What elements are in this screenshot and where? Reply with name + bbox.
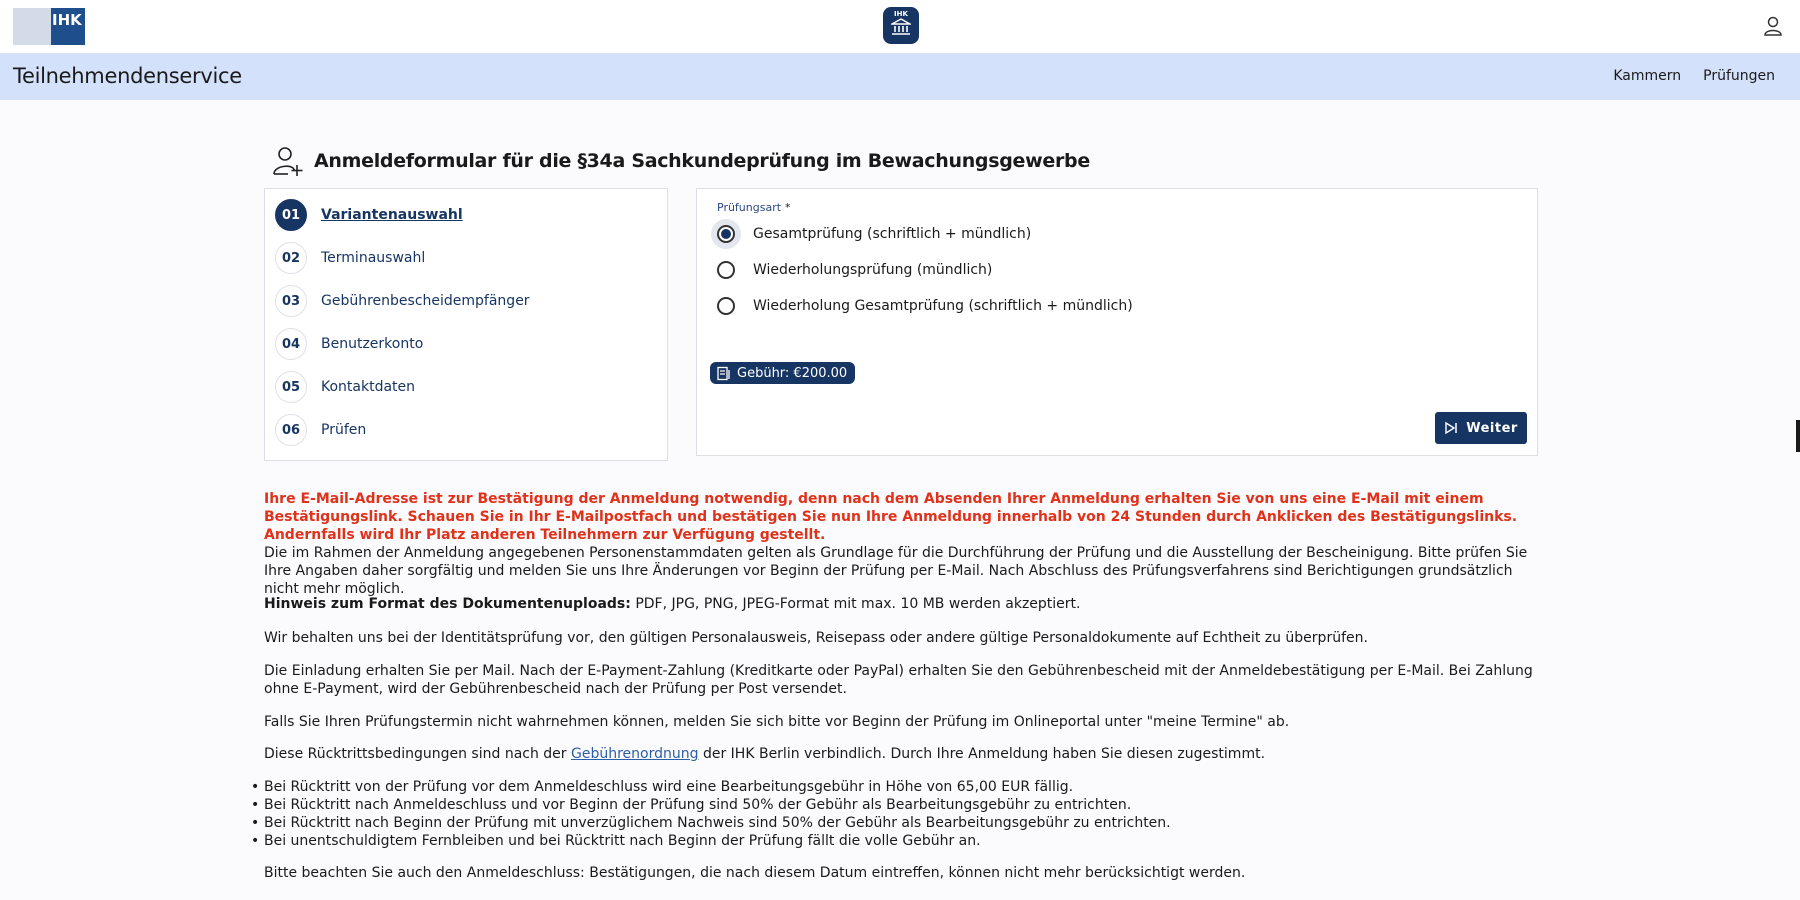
radio-button[interactable] [717,261,735,279]
next-button[interactable] [1435,412,1527,444]
identity-notice: Wir behalten uns bei der Identitätsprüfung vor, den gültigen Personalausweis, Reisepass oder andere gültige Personaldokumente auf Echtheit zu überprüfen. [264,630,1368,646]
upload-hint-label: Hinweis zum Format des Dokumentenuploads: [264,596,631,612]
radio-button-checked[interactable] [717,225,735,243]
steps-panel [264,188,668,461]
list-item: • Bei Rücktritt nach Anmeldeschluss und vor Beginn der Prüfung sind 50% der Gebühr als Bearbeitungsgebühr zu entrichten. [264,796,1546,814]
radio-focus-ring [711,291,741,321]
radio-label: Gesamtprüfung (schriftlich + mündlich) [753,226,1032,242]
step-number: 03 [275,285,307,317]
withdrawal-terms [264,745,1546,763]
radio-label: Wiederholungsprüfung (mündlich) [753,262,993,278]
add-user-icon [272,145,304,177]
deadline-notice: Bitte beachten Sie auch den Anmeldeschluss: Bestätigungen, die nach diesem Datum eintreffen, können nicht mehr berücksichtigt werden. [264,865,1246,881]
nav-links [1613,68,1775,84]
top-bar [0,0,1800,53]
scrollbar-thumb[interactable] [1796,420,1800,452]
step-label: Kontaktdaten [321,379,416,395]
building-icon [891,18,911,36]
email-warning: Ihre E-Mail-Adresse ist zur Bestätigung der Anmeldung notwendig, denn nach dem Absenden Ihrer Anmeldung erhalten Sie von uns eine E-Mail mit einem Bestätigungslink. Schauen Sie in Ihr E-Mailpostfach und bestätigen Sie nun Ihre Anmeldung innerhalb von 24 Stunden durch Anklicken des Bestätigungslinks. Andernfalls wird Ihr Platz anderen Teilnehmern zur Verfügung gestellt. [264,491,1518,543]
step-label: Gebührenbescheidempfänger [321,293,530,309]
step-number: 05 [275,371,307,403]
radio-label: Wiederholung Gesamtprüfung (schriftlich + mündlich) [753,298,1133,314]
step-benutzerkonto[interactable] [275,328,423,360]
fee-badge [710,362,855,384]
step-label: Prüfen [321,422,367,438]
list-item: • Bei unentschuldigtem Fernbleiben und bei Rücktritt nach Beginn der Prüfung fällt die volle Gebühr an. [264,832,1546,850]
step-label: Benutzerkonto [321,336,424,352]
ihk-app-icon[interactable] [883,7,919,44]
cancellation-notice: Falls Sie Ihren Prüfungstermin nicht wahrnehmen können, melden Sie sich bitte vor Beginn der Prüfung im Onlineportal unter "meine Termine" ab. [264,714,1290,730]
radio-dot [721,229,731,239]
receipt-icon [716,366,731,381]
step-terminauswahl[interactable] [275,242,425,274]
skip-forward-icon [1444,421,1458,435]
step-number: 04 [275,328,307,360]
fee-regulation-link[interactable]: Gebührenordnung [571,746,699,762]
withdrawal-text-after: der IHK Berlin verbindlich. Durch Ihre Anmeldung haben Sie diesen zugestimmt. [698,746,1266,762]
withdrawal-text-before: Diese Rücktrittsbedingungen sind nach der [264,746,572,762]
upload-hint [264,595,1546,613]
step-label: Terminauswahl [321,250,426,266]
invitation-notice: Die Einladung erhalten Sie per Mail. Nach der E-Payment-Zahlung (Kreditkarte oder PayPal) erhalten Sie den Gebührenbescheid mit der Anmeldebestätigung per E-Mail. Bei Zahlung ohne E-Payment, wird der Gebührenbescheid nach der Prüfung per Post versendet. [264,663,1533,697]
radio-focus-ring [711,255,741,285]
upload-hint-text: PDF, JPG, PNG, JPEG-Format mit max. 10 MB werden akzeptiert. [630,596,1081,612]
radio-wiederholungspruefung[interactable] [711,255,992,285]
step-number: 01 [275,199,307,231]
step-kontaktdaten[interactable] [275,371,415,403]
ihk-logo[interactable] [13,8,85,45]
nav-link-pruefungen[interactable]: Prüfungen [1703,68,1775,84]
form-heading [272,145,1090,177]
logo-text: IHK [51,8,85,45]
data-notice: Die im Rahmen der Anmeldung angegebenen Personenstammdaten gelten als Grundlage für die Durchführung der Prüfung und die Ausstellung der Bescheinigung. Bitte prüfen Sie Ihre Angaben daher sorgfältig und melden Sie uns Ihre Änderungen vor Beginn der Prüfung per E-Mail. Nach Abschluss des Prüfungsverfahrens sind Berichtigungen grundsätzlich nicht mehr möglich. [264,545,1528,597]
field-label [717,201,791,214]
step-number: 06 [275,414,307,446]
list-item: • Bei Rücktritt nach Beginn der Prüfung mit unverzüglichem Nachweis sind 50% der Gebühr als Bearbeitungsgebühr zu entrichten. [264,814,1546,832]
step-label: Variantenauswahl [321,207,463,223]
badge-text: IHK [894,10,908,18]
radio-wiederholung-gesamtpruefung[interactable] [711,291,1133,321]
field-label-text: Prüfungsart [717,201,782,214]
radio-button[interactable] [717,297,735,315]
user-icon[interactable] [1763,16,1783,36]
nav-link-kammern[interactable]: Kammern [1613,68,1682,84]
step-pruefen[interactable] [275,414,366,446]
list-item: • Bei Rücktritt von der Prüfung vor dem Anmeldeschluss wird eine Bearbeitungsgebühr in Höhe von 65,00 EUR fällig. [264,778,1546,796]
navigation-bar [0,53,1800,100]
step-variantenauswahl[interactable] [275,199,463,231]
logo-block [13,8,51,45]
page-title: Anmeldeformular für die §34a Sachkundeprüfung im Bewachungsgewerbe [314,150,1090,172]
radio-focus-ring [711,219,741,249]
exam-type-panel [696,188,1538,456]
step-gebuehrenbescheidempfaenger[interactable] [275,285,530,317]
required-marker: * [785,201,791,214]
site-title[interactable]: Teilnehmendenservice [13,64,242,88]
withdrawal-rules-list [264,778,1546,850]
next-label: Weiter [1466,420,1518,436]
fee-text: Gebühr: €200.00 [737,365,848,381]
step-number: 02 [275,242,307,274]
radio-gesamtpruefung[interactable] [711,219,1031,249]
